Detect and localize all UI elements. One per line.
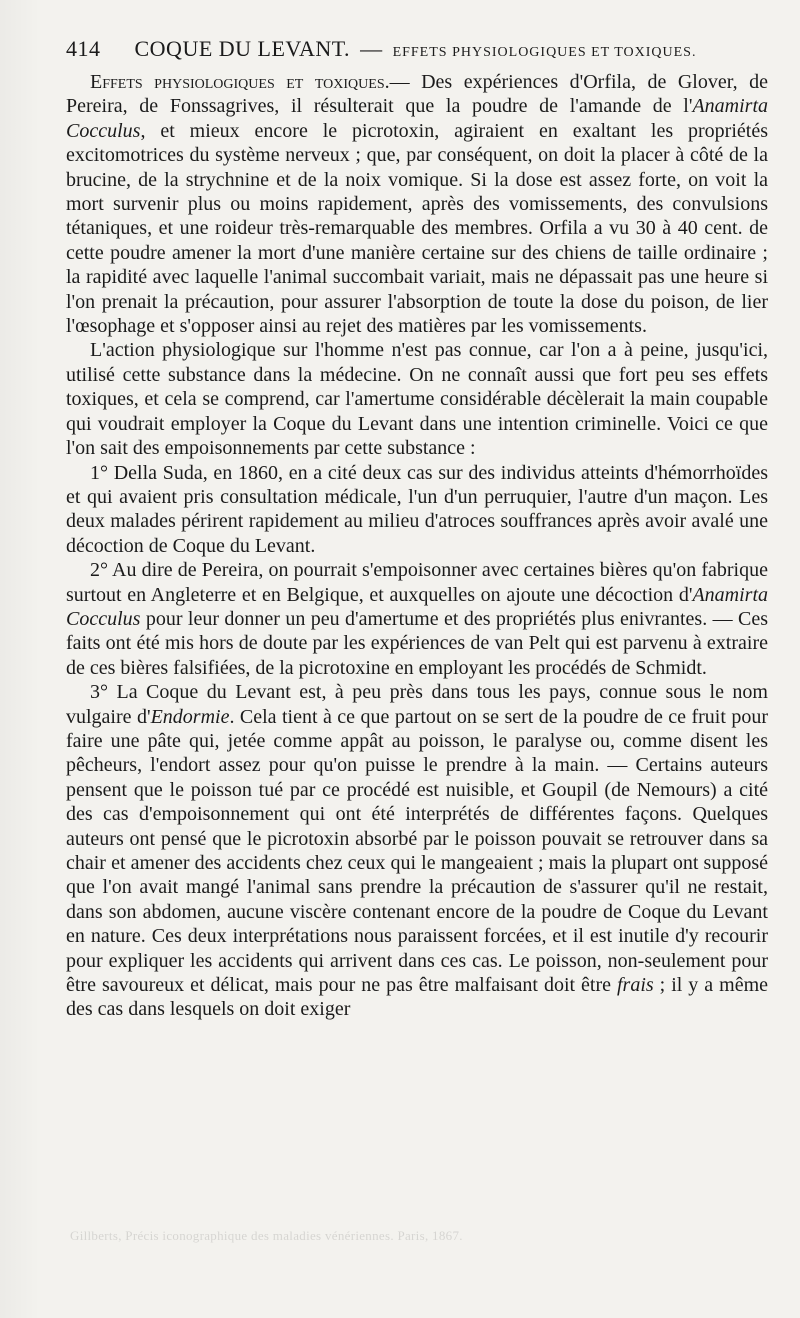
species-name: Anamirta Cocculus xyxy=(66,95,768,142)
paragraph-case-3 xyxy=(66,680,768,1022)
running-title: COQUE DU LEVANT. xyxy=(134,36,351,61)
paragraph-text: ; il y a même des cas dans lesquels on doit exiger xyxy=(66,974,769,1021)
section-lead: Effets physiologiques et toxiques. xyxy=(90,71,390,93)
page-body xyxy=(66,70,768,1022)
header-dash: — xyxy=(360,36,383,61)
paragraph-case-1: 1° Della Suda, en 1860, en a cité deux cas sur des individus atteints d'hémorrhoïdes et qui avaient pris consultation médicale, l'un d'un perruquier, l'autre d'un maçon. Les deux malades périrent rapidement au milieu d'atroces souffrances après avoir avalé une décoction de Coque du Levant. xyxy=(66,461,768,557)
vernacular-name: Endormie xyxy=(150,705,230,728)
show-through-text: Gillberts, Précis iconographique des maladies vénériennes. Paris, 1867. xyxy=(70,1228,463,1243)
emphasis: frais xyxy=(617,974,654,997)
paragraph-case-2 xyxy=(66,558,768,680)
species-name: Anamirta Cocculus xyxy=(66,583,768,630)
paragraph-text: . Cela tient à ce que partout on se sert de la poudre de ce fruit pour faire une pâte qui, jetée comme appât au poisson, le paralyse ou, comme disent les pêcheurs, l'endort assez pour qu'on puisse le prendre à la main. — Certains auteurs pensent que le poisson tué par ce procédé est nuisible, et Goupil (de Nemours) a cité des cas d'empoisonnement qui ont été interprétés de différentes façons. Quelques auteurs ont pensé que le picrotoxin absorbé par le poisson pouvait se retrouver dans sa chair et amener des accidents chez ceux qui le mangeaient ; mais la plupart ont supposé que l'on avait mangé l'animal sans prendre la précaution de s'assurer qu'il ne restait, dans son abdomen, aucune viscère contenant encore de la poudre de Coque du Levant en nature. Ces deux interprétations nous paraissent forcées, et il est inutile d'y recourir pour expliquer les accidents qui arrivent dans ces cas. Le poisson, non-seulement pour être savoureux et délicat, mais pour ne pas être malfaisant doit être xyxy=(66,705,768,997)
paragraph-effets xyxy=(66,70,768,338)
paragraph-text: , et mieux encore le picrotoxin, agiraient en exaltant les propriétés excitomotrices du système nerveux ; que, par conséquent, on doit la placer à côté de la brucine, de la strychnine et de la noix vomique. Si la dose est assez forte, on voit la mort survenir plus ou moins rapidement, après des vomissements, des convulsions tétaniques, et une roideur très-remarquable des membres. Orfila a vu 30 à 40 cent. de cette poudre amener la mort d'une manière certaine sur des chiens de taille ordinaire ; la rapidité avec laquelle l'animal succombait variait, mais ne dépassait pas une heure si l'on prenait la précaution, pour assurer l'absorption de toute la dose du poison, de lier l'œsophage et s'opposer ainsi au rejet des matières par les vomissements. xyxy=(66,119,768,338)
running-header xyxy=(66,36,768,62)
paragraph-text: 2° Au dire de Pereira, on pourrait s'empoisonner avec certaines bières qu'on fabrique surtout en Angleterre et en Belgique, et auxquelles on ajoute une décoction d' xyxy=(66,559,768,606)
paragraph-text: 3° La Coque du Levant est, à peu près dans tous les pays, connue sous le nom vulgaire d' xyxy=(66,681,768,728)
page-number: 414 xyxy=(66,36,101,61)
paragraph-text: — Des expériences d'Orfila, de Glover, de Pereira, de Fonssagrives, il résulterait que la poudre de l'amande de l' xyxy=(66,71,768,118)
paragraph-text: pour leur donner un peu d'amertume et des propriétés plus enivrantes. — Ces faits ont été mis hors de doute par les expériences de van Pelt qui est parvenu à extraire de ces bières falsifiées, de la picrotoxine en employant les procédés de Schmidt. xyxy=(66,607,768,679)
section-title: EFFETS PHYSIOLOGIQUES ET TOXIQUES. xyxy=(392,45,697,60)
paragraph-action: L'action physiologique sur l'homme n'est pas connue, car l'on a à peine, jusqu'ici, utilisé cette substance dans la médecine. On ne connaît aussi que fort peu ses effets toxiques, et cela se comprend, car l'amertume considérable décèlerait la main coupable qui voudrait employer la Coque du Levant dans une intention criminelle. Voici ce que l'on sait des empoisonnements par cette substance : xyxy=(66,339,768,460)
